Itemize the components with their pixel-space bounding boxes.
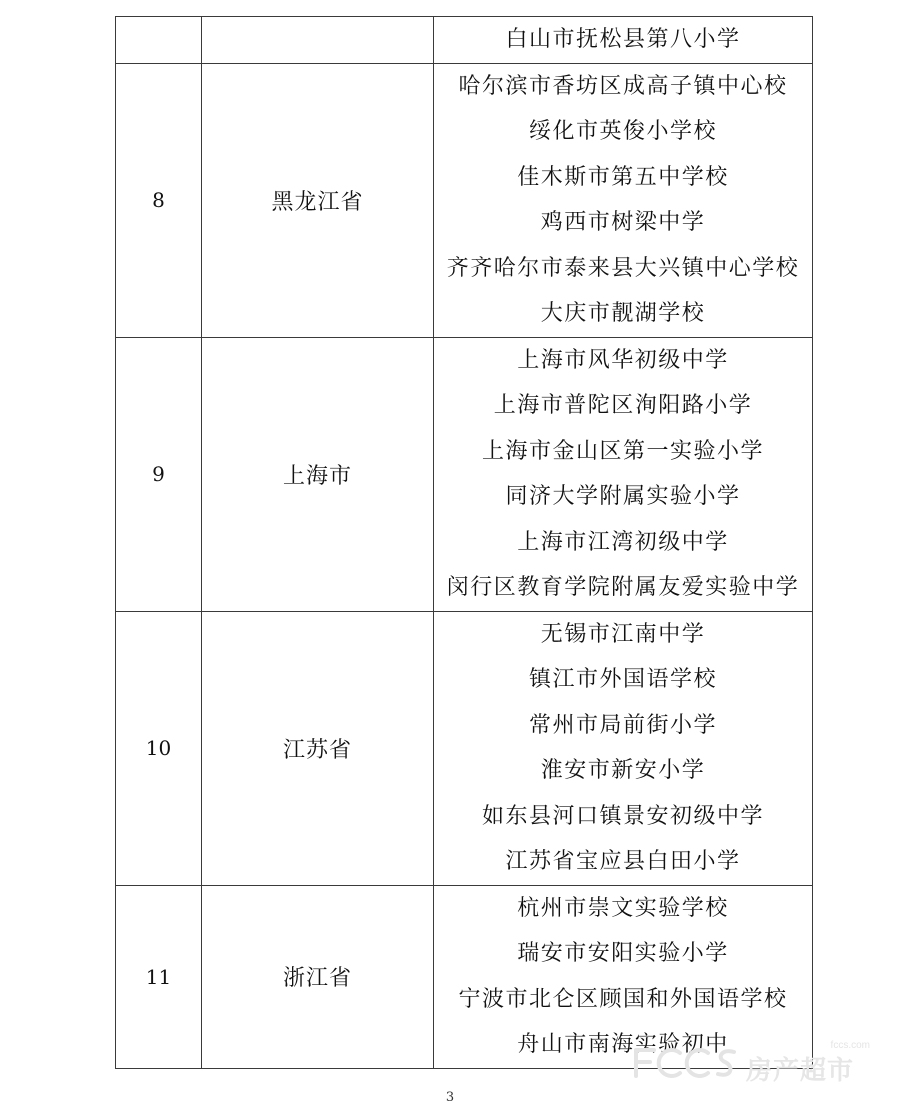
table-row bbox=[116, 63, 813, 337]
school-name: 江苏省宝应县白田小学 bbox=[505, 849, 741, 874]
school-name: 淮安市新安小学 bbox=[540, 758, 706, 783]
school-name: 齐齐哈尔市泰来县大兴镇中心学校 bbox=[446, 255, 800, 281]
row-number-cell: 10 bbox=[116, 611, 202, 885]
table-row bbox=[116, 337, 813, 611]
school-name: 镇江市外国语学校 bbox=[528, 667, 717, 692]
school-name: 佳木斯市第五中学校 bbox=[517, 164, 729, 190]
school-names-cell bbox=[434, 337, 813, 611]
province-cell: 上海市 bbox=[202, 337, 434, 611]
table-row bbox=[116, 611, 813, 885]
watermark bbox=[630, 1040, 870, 1084]
province-cell: 江苏省 bbox=[202, 611, 434, 885]
school-name: 闵行区教育学院附属友爱实验中学 bbox=[446, 575, 800, 600]
school-name: 如东县河口镇景安初级中学 bbox=[481, 803, 764, 829]
school-name: 宁波市北仑区顾国和外国语学校 bbox=[458, 986, 788, 1012]
school-name: 常州市局前街小学 bbox=[528, 712, 717, 738]
school-name: 瑞安市安阳实验小学 bbox=[517, 941, 729, 966]
school-name: 上海市金山区第一实验小学 bbox=[481, 438, 764, 464]
province-cell bbox=[202, 17, 434, 64]
school-name: 大庆市靓湖学校 bbox=[540, 301, 706, 326]
school-names-cell bbox=[434, 17, 813, 64]
school-names-cell bbox=[434, 63, 813, 337]
table-row-continuation bbox=[116, 17, 813, 64]
school-names-cell bbox=[434, 611, 813, 885]
watermark-text: 房产超市 bbox=[746, 1056, 855, 1086]
school-name: 哈尔滨市香坊区成高子镇中心校 bbox=[458, 73, 788, 99]
school-name: 舟山市南海实验初中 bbox=[517, 1032, 729, 1057]
school-name: 上海市风华初级中学 bbox=[517, 347, 729, 373]
row-number-cell bbox=[116, 17, 202, 64]
school-name: 上海市普陀区洵阳路小学 bbox=[493, 393, 753, 418]
school-name: 上海市江湾初级中学 bbox=[517, 529, 729, 555]
row-number-cell: 8 bbox=[116, 63, 202, 337]
watermark-url: fccs.com bbox=[830, 1040, 870, 1051]
school-name: 绥化市英俊小学校 bbox=[528, 119, 717, 144]
row-number-cell: 11 bbox=[116, 885, 202, 1068]
school-name: 无锡市江南中学 bbox=[540, 621, 706, 647]
school-list-table bbox=[115, 16, 813, 1069]
province-cell: 黑龙江省 bbox=[202, 63, 434, 337]
province-cell: 浙江省 bbox=[202, 885, 434, 1068]
page-number: 3 bbox=[445, 1090, 455, 1105]
row-number-cell: 9 bbox=[116, 337, 202, 611]
school-name: 杭州市崇文实验学校 bbox=[517, 895, 729, 921]
school-name: 同济大学附属实验小学 bbox=[505, 484, 741, 509]
school-name: 鸡西市树梁中学 bbox=[540, 210, 706, 235]
school-name: 白山市抚松县第八小学 bbox=[505, 27, 741, 52]
fccs-logo-icon bbox=[630, 1046, 742, 1080]
